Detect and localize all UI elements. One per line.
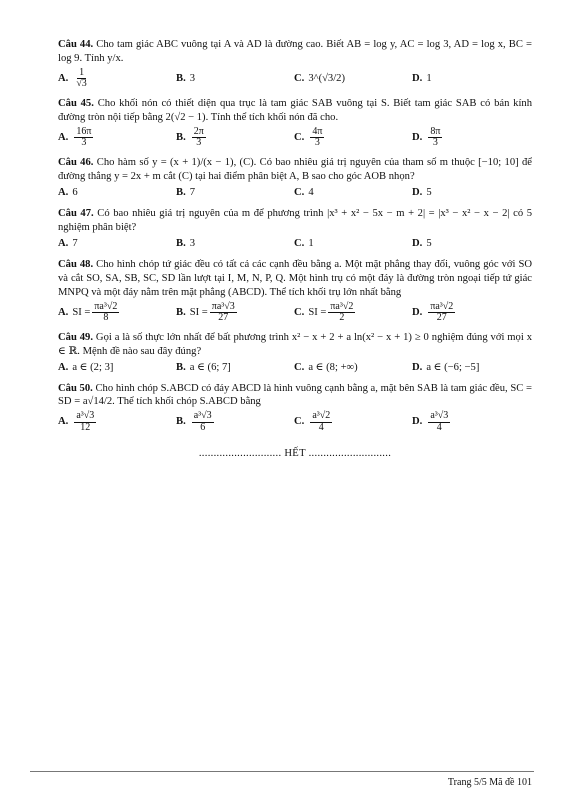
question-list	[58, 38, 532, 433]
fraction-denominator: 12	[80, 421, 91, 433]
option-text: 3^(√3/2)	[308, 72, 345, 84]
answer-option	[176, 361, 294, 375]
question-text	[58, 207, 532, 235]
option-label: C.	[294, 186, 305, 198]
answer-option	[58, 411, 176, 433]
fraction-denominator: √3	[76, 78, 87, 90]
option-text: 4	[308, 186, 314, 198]
option-fraction	[328, 302, 355, 324]
fraction-numerator: 2π	[193, 125, 204, 137]
question-block	[58, 258, 532, 324]
answer-option	[176, 72, 294, 86]
answer-option	[58, 186, 176, 200]
option-label: A.	[58, 237, 69, 249]
question-block	[58, 207, 532, 251]
option-label: C.	[294, 416, 305, 428]
answer-option	[412, 127, 530, 149]
option-label: D.	[412, 186, 423, 198]
option-fraction	[428, 411, 450, 433]
fraction-denominator: 2	[339, 312, 345, 324]
fraction-denominator: 3	[432, 137, 438, 149]
question-stem: Gọi a là số thực lớn nhất để bất phương trình x² − x + 2 + a ln(x² − x + 1) ≥ 0 nghiệm đúng với mọi x ∈ ℝ. Mệnh đề nào sau đây đúng?	[58, 331, 533, 357]
option-text: 3	[189, 72, 196, 84]
option-fraction	[74, 68, 89, 90]
fraction-denominator: 4	[318, 421, 324, 433]
question-stem: Cho hình chóp S.ABCD có đáy ABCD là hình vuông cạnh bằng a, mặt bên SAB là tam giác đều, SC = SD = a√14/2. Thể tích khối chóp S.ABCD bằng	[58, 382, 532, 408]
footer-rule	[30, 771, 534, 772]
question-stem: Cho tam giác ABC vuông tại A và AD là đường cao. Biết AB = log y, AC = log 3, AD = log x, BC = log 9. Tính y/x.	[58, 39, 532, 64]
option-text: SI =	[72, 306, 91, 318]
question-number: Câu 50.	[58, 382, 93, 394]
answer-options	[58, 127, 532, 149]
answer-option	[412, 361, 530, 375]
option-label: B.	[176, 416, 186, 428]
question-block	[58, 382, 532, 434]
question-number: Câu 44.	[58, 39, 94, 50]
answer-option	[294, 127, 412, 149]
answer-option	[176, 237, 294, 251]
answer-option	[412, 237, 530, 251]
answer-option	[58, 127, 176, 149]
option-label: B.	[176, 72, 186, 84]
option-label: D.	[412, 416, 423, 428]
fraction-numerator: 16π	[76, 125, 92, 137]
answer-option	[294, 302, 412, 324]
option-fraction	[210, 302, 237, 324]
option-label: C.	[294, 361, 305, 373]
option-label: A.	[58, 186, 69, 198]
option-label: C.	[294, 131, 305, 143]
option-fraction	[92, 302, 119, 324]
question-block	[58, 38, 532, 90]
option-text: a ∈ (2; 3]	[72, 361, 114, 373]
fraction-numerator: πa³√2	[330, 300, 354, 312]
answer-options	[58, 411, 532, 433]
question-block	[58, 156, 532, 200]
option-fraction	[74, 127, 93, 149]
answer-options	[58, 302, 532, 324]
option-text: 5	[426, 186, 432, 198]
fraction-numerator: a³√3	[76, 410, 95, 422]
question-number: Câu 49.	[58, 331, 93, 343]
answer-option	[412, 302, 530, 324]
fraction-numerator: a³√3	[193, 410, 212, 422]
answer-option	[294, 411, 412, 433]
option-text: SI =	[189, 306, 208, 318]
answer-option	[294, 237, 412, 251]
question-number: Câu 47.	[58, 207, 94, 219]
fraction-numerator: a³√2	[312, 410, 331, 422]
option-text: 5	[426, 237, 432, 249]
answer-option	[176, 127, 294, 149]
fraction-numerator: a³√3	[430, 410, 449, 422]
answer-option	[294, 72, 412, 86]
option-text: SI =	[308, 306, 327, 318]
option-label: C.	[294, 306, 305, 318]
question-number: Câu 46.	[58, 156, 94, 168]
option-label: C.	[294, 72, 305, 84]
answer-options	[58, 361, 532, 375]
answer-option	[176, 302, 294, 324]
answer-option	[58, 302, 176, 324]
answer-option	[412, 186, 530, 200]
fraction-denominator: 3	[81, 137, 87, 149]
answer-option	[412, 411, 530, 433]
fraction-numerator: πa³√2	[94, 300, 118, 312]
option-label: D.	[412, 72, 423, 84]
end-marker: ............................ HẾT ............................	[198, 448, 392, 460]
option-label: D.	[412, 131, 423, 143]
fraction-numerator: 8π	[430, 125, 441, 137]
answer-option	[294, 361, 412, 375]
option-fraction	[428, 302, 455, 324]
answer-option	[58, 68, 176, 90]
option-fraction	[74, 411, 96, 433]
option-label: D.	[412, 306, 423, 318]
option-fraction	[192, 127, 206, 149]
fraction-denominator: 3	[196, 137, 202, 149]
answer-options	[58, 68, 532, 90]
option-text: 1	[308, 237, 314, 249]
answer-options	[58, 186, 532, 200]
option-label: B.	[176, 237, 186, 249]
fraction-denominator: 8	[103, 312, 109, 324]
fraction-denominator: 6	[200, 421, 206, 433]
option-label: B.	[176, 361, 186, 373]
option-text: 7	[72, 237, 78, 249]
question-text	[58, 382, 532, 410]
option-text: 3	[189, 237, 196, 249]
option-fraction	[310, 127, 324, 149]
exam-page	[58, 38, 532, 461]
fraction-denominator: 3	[314, 137, 320, 149]
option-label: D.	[412, 237, 423, 249]
option-label: A.	[58, 72, 69, 84]
question-text	[58, 156, 532, 184]
question-stem: Có bao nhiêu giá trị nguyên của m để phương trình |x³ + x² − 5x − m + 2| = |x³ − x² − x − 2| có 5 nghiệm phân biệt?	[58, 207, 533, 233]
fraction-denominator: 27	[436, 312, 447, 324]
option-label: A.	[58, 416, 69, 428]
option-fraction	[428, 127, 442, 149]
question-stem: Cho hình chóp tứ giác đều có tất cả các cạnh đều bằng a. Một mặt phẳng thay đổi, vuông góc với SO và cắt SO, SA, SB, SC, SD lần lượt tại I, M, N, P, Q. Một hình trụ có một đáy là đường tròn ngoại tiếp tứ giác MNPQ và một đáy nằm trên mặt phẳng (ABCD). Thể tích khối trụ lớn nhất bằng	[58, 258, 533, 298]
question-text	[58, 258, 532, 300]
question-stem: Cho khối nón có thiết diện qua trục là tam giác SAB vuông tại S. Biết tam giác SAB có bán kính đường tròn nội tiếp bằng 2(√2 − 1). Tính thể tích khối nón đã cho.	[58, 97, 533, 123]
answer-option	[58, 237, 176, 251]
answer-option	[58, 361, 176, 375]
answer-options	[58, 237, 532, 251]
answer-option	[294, 186, 412, 200]
option-fraction	[310, 411, 332, 433]
option-label: B.	[176, 306, 186, 318]
question-stem: Cho hàm số y = (x + 1)/(x − 1), (C). Có bao nhiêu giá trị nguyên của tham số m thuộc [−10; 10] để đường thẳng y = 2x + m cắt (C) tại hai điểm phân biệt A, B sao cho góc AOB nhọn?	[58, 156, 532, 182]
option-text: 1	[426, 72, 432, 84]
fraction-denominator: 4	[436, 421, 442, 433]
option-label: C.	[294, 237, 305, 249]
fraction-numerator: πa³√2	[430, 300, 454, 312]
fraction-numerator: 1	[79, 66, 85, 78]
fraction-denominator: 27	[218, 312, 229, 324]
question-text	[58, 38, 532, 66]
question-text	[58, 331, 532, 359]
option-label: A.	[58, 361, 69, 373]
option-label: B.	[176, 186, 186, 198]
answer-option	[176, 411, 294, 433]
option-text: 7	[189, 186, 196, 198]
option-text: a ∈ (6; 7]	[189, 361, 231, 373]
option-label: D.	[412, 361, 423, 373]
fraction-numerator: 4π	[312, 125, 323, 137]
option-label: A.	[58, 306, 69, 318]
question-number: Câu 48.	[58, 258, 94, 270]
question-block	[58, 331, 532, 375]
answer-option	[176, 186, 294, 200]
option-label: B.	[176, 131, 186, 143]
question-block	[58, 97, 532, 149]
fraction-numerator: πa³√3	[211, 300, 235, 312]
page-footer: Trang 5/5 Mã đề 101	[447, 777, 532, 788]
option-text: a ∈ (8; +∞)	[308, 361, 358, 373]
option-label: A.	[58, 131, 69, 143]
answer-option	[412, 72, 530, 86]
option-text: a ∈ (−6; −5]	[426, 361, 480, 373]
option-fraction	[192, 411, 214, 433]
question-number: Câu 45.	[58, 97, 94, 109]
question-text	[58, 97, 532, 125]
option-text: 6	[72, 186, 78, 198]
